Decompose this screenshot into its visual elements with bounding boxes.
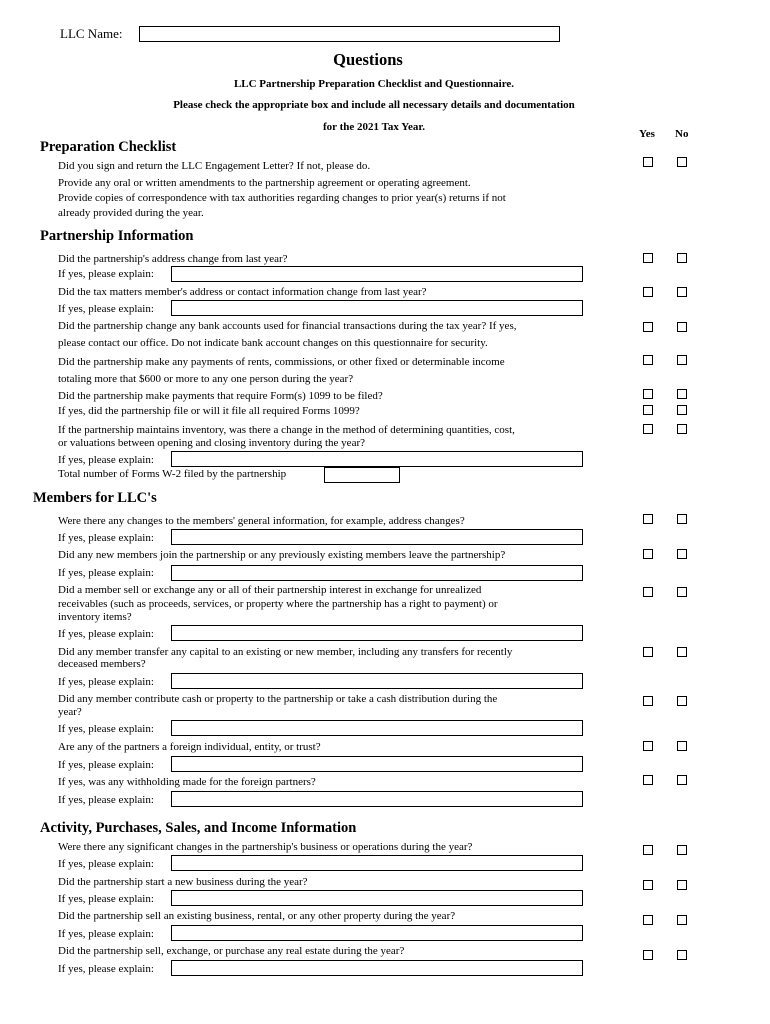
w2-count-field[interactable]	[324, 467, 400, 483]
partnership-q6-yes-checkbox[interactable]	[643, 405, 653, 415]
activity-q1-no-checkbox[interactable]	[677, 845, 687, 855]
partnership-question-7-line-1: If the partnership maintains inventory, was there a change in the method of determining quantities, cost,	[58, 424, 515, 436]
partnership-q3-yes-checkbox[interactable]	[643, 322, 653, 332]
explain-label: If yes, please explain:	[58, 303, 154, 315]
llc-name-field[interactable]	[139, 26, 560, 42]
members-question-4-line-2: deceased members?	[58, 658, 146, 670]
activity-q3-yes-checkbox[interactable]	[643, 915, 653, 925]
members-q3-no-checkbox[interactable]	[677, 587, 687, 597]
partnership-question-7-line-2: or valuations between opening and closing inventory during the year?	[58, 437, 365, 449]
activity-q2-no-checkbox[interactable]	[677, 880, 687, 890]
activity-q4-no-checkbox[interactable]	[677, 950, 687, 960]
explain-label: If yes, please explain:	[58, 628, 154, 640]
prep-question-3-line-2: already provided during the year.	[58, 207, 204, 219]
members-q6-no-checkbox[interactable]	[677, 741, 687, 751]
members-q3-explain-field[interactable]	[171, 625, 583, 641]
members-question-6: Are any of the partners a foreign individual, entity, or trust?	[58, 741, 321, 753]
explain-label: If yes, please explain:	[58, 723, 154, 735]
members-q4-no-checkbox[interactable]	[677, 647, 687, 657]
partnership-q7-yes-checkbox[interactable]	[643, 424, 653, 434]
activity-question-3: Did the partnership sell an existing business, rental, or any other property during the year?	[58, 910, 456, 922]
partnership-q2-yes-checkbox[interactable]	[643, 287, 653, 297]
partnership-q5-yes-checkbox[interactable]	[643, 389, 653, 399]
members-q5-explain-field[interactable]	[171, 720, 583, 736]
members-q5-yes-checkbox[interactable]	[643, 696, 653, 706]
members-q7-yes-checkbox[interactable]	[643, 775, 653, 785]
partnership-question-3-line-2: please contact our office. Do not indicate bank account changes on this questionnaire for security.	[58, 337, 488, 349]
members-question-1: Were there any changes to the members' general information, for example, address changes?	[58, 515, 465, 527]
activity-question-1: Were there any significant changes in the partnership's business or operations during the year?	[58, 841, 473, 853]
partnership-q5-no-checkbox[interactable]	[677, 389, 687, 399]
explain-label: If yes, please explain:	[58, 928, 154, 940]
members-q1-explain-field[interactable]	[171, 529, 583, 545]
members-q7-no-checkbox[interactable]	[677, 775, 687, 785]
partnership-q3-no-checkbox[interactable]	[677, 322, 687, 332]
explain-label: If yes, please explain:	[58, 567, 154, 579]
llc-name-label: LLC Name:	[60, 26, 123, 41]
activity-q4-yes-checkbox[interactable]	[643, 950, 653, 960]
section-partnership-information: Partnership Information	[40, 228, 194, 244]
members-q4-yes-checkbox[interactable]	[643, 647, 653, 657]
column-no-header: No	[675, 128, 689, 140]
members-q7-explain-field[interactable]	[171, 791, 583, 807]
partnership-question-2: Did the tax matters member's address or contact information change from last year?	[58, 286, 427, 298]
members-q3-yes-checkbox[interactable]	[643, 587, 653, 597]
section-preparation-checklist: Preparation Checklist	[40, 139, 177, 155]
members-question-2: Did any new members join the partnership or any previously existing members leave the partnership?	[58, 549, 506, 561]
partnership-q1-no-checkbox[interactable]	[677, 253, 687, 263]
partnership-question-3-line-1: Did the partnership change any bank accounts used for financial transactions during the tax year? If yes,	[58, 320, 517, 332]
page-title: Questions	[333, 50, 403, 69]
prep-q1-no-checkbox[interactable]	[677, 157, 687, 167]
section-activity: Activity, Purchases, Sales, and Income Information	[40, 820, 357, 836]
column-yes-header: Yes	[639, 128, 655, 140]
activity-q2-yes-checkbox[interactable]	[643, 880, 653, 890]
w2-count-label: Total number of Forms W-2 filed by the partnership	[58, 468, 287, 480]
members-q5-no-checkbox[interactable]	[677, 696, 687, 706]
explain-label: If yes, please explain:	[58, 454, 154, 466]
members-q4-explain-field[interactable]	[171, 673, 583, 689]
section-members: Members for LLC's	[33, 490, 157, 506]
activity-question-4: Did the partnership sell, exchange, or purchase any real estate during the year?	[58, 945, 405, 957]
members-q6-yes-checkbox[interactable]	[643, 741, 653, 751]
members-question-4-line-1: Did any member transfer any capital to an existing or new member, including any transfers for recently	[58, 646, 513, 658]
partnership-q2-no-checkbox[interactable]	[677, 287, 687, 297]
activity-q4-explain-field[interactable]	[171, 960, 583, 976]
subtitle-line-1: LLC Partnership Preparation Checklist and Questionnaire.	[233, 78, 515, 90]
members-q2-yes-checkbox[interactable]	[643, 549, 653, 559]
explain-label: If yes, please explain:	[58, 759, 154, 771]
activity-q2-explain-field[interactable]	[171, 890, 583, 906]
activity-q3-no-checkbox[interactable]	[677, 915, 687, 925]
partnership-q7-explain-field[interactable]	[171, 451, 583, 467]
prep-question-3-line-1: Provide copies of correspondence with tax authorities regarding changes to prior year(s) returns if not	[58, 192, 506, 204]
prep-q1-yes-checkbox[interactable]	[643, 157, 653, 167]
members-q2-no-checkbox[interactable]	[677, 549, 687, 559]
prep-question-1: Did you sign and return the LLC Engagement Letter? If not, please do.	[58, 160, 371, 172]
members-q2-explain-field[interactable]	[171, 565, 583, 581]
members-question-7: If yes, was any withholding made for the foreign partners?	[58, 776, 316, 788]
partnership-q7-no-checkbox[interactable]	[677, 424, 687, 434]
members-question-3-line-1: Did a member sell or exchange any or all of their partnership interest in exchange for unrealized	[58, 584, 482, 596]
partnership-question-6: If yes, did the partnership file or will it file all required Forms 1099?	[58, 405, 360, 417]
partnership-q4-yes-checkbox[interactable]	[643, 355, 653, 365]
partnership-q2-explain-field[interactable]	[171, 300, 583, 316]
activity-q1-explain-field[interactable]	[171, 855, 583, 871]
members-question-3-line-2: receivables (such as proceeds, services, or property where the partnership has a right to payment) or	[58, 598, 498, 610]
activity-q3-explain-field[interactable]	[171, 925, 583, 941]
partnership-question-5: Did the partnership make payments that require Form(s) 1099 to be filed?	[58, 390, 383, 402]
partnership-q1-yes-checkbox[interactable]	[643, 253, 653, 263]
partnership-question-4-line-2: totaling more that $600 or more to any one person during the year?	[58, 373, 354, 385]
explain-label: If yes, please explain:	[58, 963, 154, 975]
activity-question-2: Did the partnership start a new business during the year?	[58, 876, 308, 888]
members-question-5-line-1: Did any member contribute cash or property to the partnership or take a cash distribution during the	[58, 693, 498, 705]
partnership-question-4-line-1: Did the partnership make any payments of rents, commissions, or other fixed or determinable income	[58, 356, 505, 368]
explain-label: If yes, please explain:	[58, 268, 154, 280]
members-q1-yes-checkbox[interactable]	[643, 514, 653, 524]
partnership-q1-explain-field[interactable]	[171, 266, 583, 282]
members-q6-explain-field[interactable]	[171, 756, 583, 772]
explain-label: If yes, please explain:	[58, 858, 154, 870]
subtitle-line-2: Please check the appropriate box and include all necessary details and documentation	[173, 99, 575, 111]
subtitle-line-3: for the 2021 Tax Year.	[323, 121, 425, 133]
explain-label: If yes, please explain:	[58, 794, 154, 806]
explain-label: If yes, please explain:	[58, 893, 154, 905]
members-q1-no-checkbox[interactable]	[677, 514, 687, 524]
explain-label: If yes, please explain:	[58, 676, 154, 688]
members-question-5-line-2: year?	[58, 706, 82, 718]
partnership-question-1: Did the partnership's address change from last year?	[58, 253, 288, 265]
prep-question-2: Provide any oral or written amendments to the partnership agreement or operating agreement.	[58, 177, 471, 189]
members-question-3-line-3: inventory items?	[58, 611, 132, 623]
partnership-q6-no-checkbox[interactable]	[677, 405, 687, 415]
partnership-q4-no-checkbox[interactable]	[677, 355, 687, 365]
activity-q1-yes-checkbox[interactable]	[643, 845, 653, 855]
explain-label: If yes, please explain:	[58, 532, 154, 544]
